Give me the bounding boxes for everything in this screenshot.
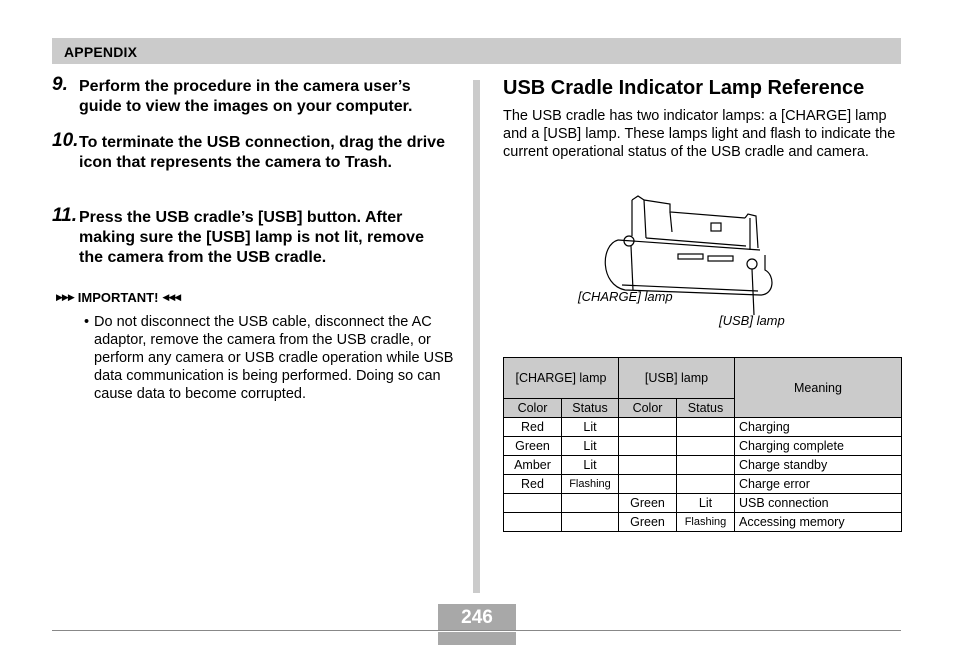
charge-status: Lit (562, 418, 619, 437)
step-number: 10. (52, 130, 79, 151)
step-text: Perform the procedure in the camera user’s guide to view the images on your computer. (79, 78, 413, 115)
page-number-strip (438, 632, 516, 645)
meaning: Charge standby (735, 456, 902, 475)
charge-color: Amber (504, 456, 562, 475)
meaning-header: Meaning (735, 358, 902, 418)
usb-status: Flashing (677, 513, 735, 532)
header-bar (52, 38, 901, 64)
meaning: USB connection (735, 494, 902, 513)
meaning: Charging complete (735, 437, 902, 456)
charge-status (562, 494, 619, 513)
section-label: APPENDIX (64, 44, 138, 60)
table-row (504, 456, 902, 475)
charge-status: Lit (562, 456, 619, 475)
status-header: Status (677, 399, 735, 418)
usb-color (619, 456, 677, 475)
bullet: • (84, 314, 90, 330)
step-text: Press the USB cradle’s [USB] button. After making sure the [USB] lamp is not lit, remove the camera from the USB cradle. (79, 209, 424, 266)
charge-lamp-header: [CHARGE] lamp (504, 358, 619, 399)
step-9 (52, 74, 452, 117)
table-row (504, 494, 902, 513)
charge-status: Flashing (562, 475, 619, 494)
charge-color (504, 513, 562, 532)
meaning: Accessing memory (735, 513, 902, 532)
table-row (504, 513, 902, 532)
color-header: Color (504, 399, 562, 418)
table-row (504, 418, 902, 437)
important-heading (52, 290, 184, 305)
charge-color: Red (504, 475, 562, 494)
usb-status (677, 456, 735, 475)
charge-status (562, 513, 619, 532)
usb-lamp-label: [USB] lamp (719, 313, 785, 328)
section-title: USB Cradle Indicator Lamp Reference (503, 77, 865, 99)
important-text: Do not disconnect the USB cable, disconnect the AC adaptor, remove the camera from the USB cradle, or perform any camera or USB cradle operation while USB data communication is being performed. Doing so can cause data to become corrupted. (94, 314, 454, 402)
usb-status (677, 418, 735, 437)
important-note (84, 313, 454, 403)
step-text: To terminate the USB connection, drag the drive icon that represents the camera to Trash. (79, 134, 445, 171)
arrow-left-icon: ◀◀◀ (162, 292, 181, 302)
color-header: Color (619, 399, 677, 418)
lamp-reference-table (503, 357, 902, 532)
status-header: Status (562, 399, 619, 418)
arrow-right-icon: ▶▶▶ (56, 292, 74, 302)
charge-color: Green (504, 437, 562, 456)
usb-status: Lit (677, 494, 735, 513)
charge-status: Lit (562, 437, 619, 456)
charge-lamp-label: [CHARGE] lamp (578, 289, 673, 304)
section-body: The USB cradle has two indicator lamps: a [CHARGE] lamp and a [USB] lamp. These lamps light and flash to indicate the current operational status of the USB cradle and camera. (503, 108, 896, 160)
step-10 (52, 130, 452, 173)
page-number: 246 (438, 604, 516, 630)
step-number: 9. (52, 74, 68, 95)
important-label: IMPORTANT! (77, 290, 159, 305)
usb-lamp-header: [USB] lamp (619, 358, 735, 399)
meaning: Charging (735, 418, 902, 437)
column-divider (473, 80, 480, 593)
usb-color: Green (619, 494, 677, 513)
table-row (504, 437, 902, 456)
meaning: Charge error (735, 475, 902, 494)
charge-color (504, 494, 562, 513)
usb-color (619, 437, 677, 456)
step-number: 11. (52, 205, 78, 226)
usb-status (677, 437, 735, 456)
usb-status (677, 475, 735, 494)
step-11 (52, 205, 452, 268)
usb-color (619, 475, 677, 494)
usb-color: Green (619, 513, 677, 532)
table-group-header (504, 358, 902, 399)
footer-rule (52, 630, 901, 631)
table-row (504, 475, 902, 494)
usb-color (619, 418, 677, 437)
charge-color: Red (504, 418, 562, 437)
